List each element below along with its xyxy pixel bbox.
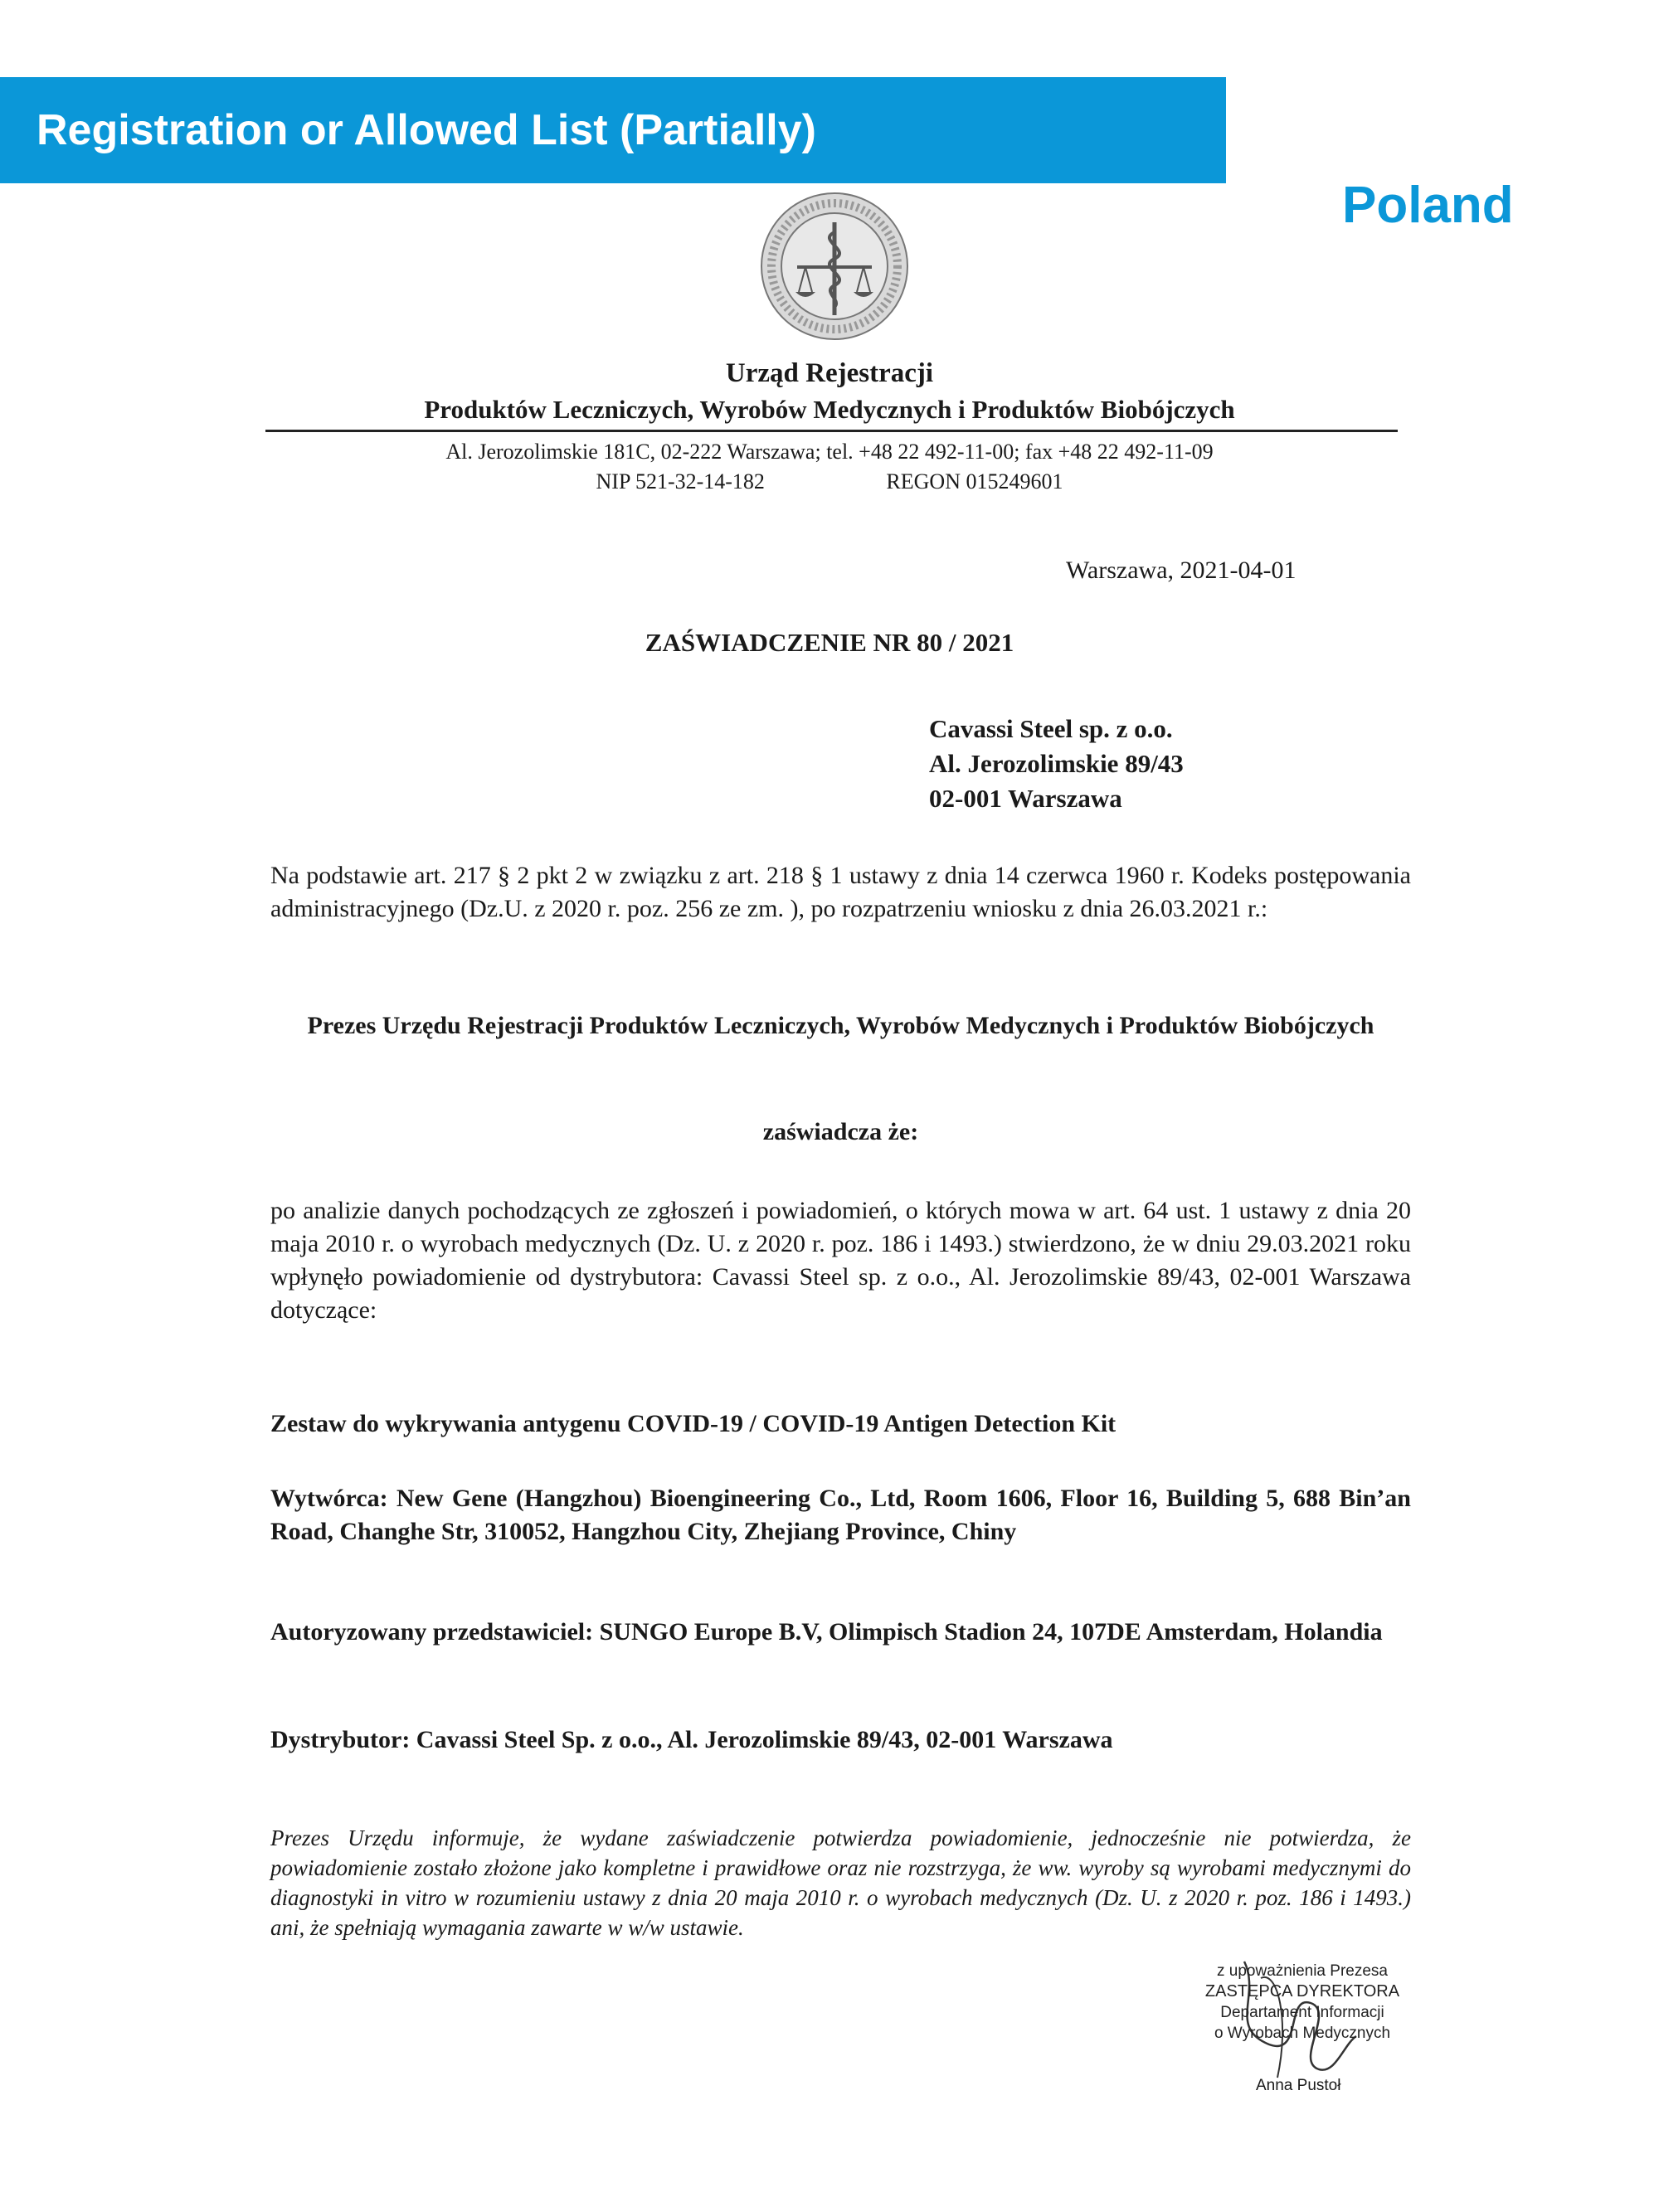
authorized-representative-info: Autoryzowany przedstawiciel: SUNGO Europe B.V, Olimpisch Stadion 24, 107DE Amsterdam, Holandia (270, 1618, 1383, 1646)
office-name-line1: Urząd Rejestracji (725, 358, 934, 388)
banner-label: Registration or Allowed List (Partially) (36, 106, 816, 154)
distributor-info: Dystrybutor: Cavassi Steel Sp. z o.o., Al. Jerozolimskie 89/43, 02-001 Warszawa (270, 1726, 1113, 1753)
stamp-line1: z upoważnienia Prezesa (1217, 1962, 1388, 1980)
header-divider (265, 430, 1398, 432)
caduceus-scales-seal-icon (759, 191, 910, 342)
certificate-number: ZAŚWIADCZENIE NR 80 / 2021 (645, 628, 1014, 657)
country-label: Poland (1342, 177, 1514, 234)
addressee-street: Al. Jerozolimskie 89/43 (929, 749, 1184, 778)
office-contact (249, 437, 1410, 497)
addressee-city: 02-001 Warszawa (929, 784, 1122, 813)
stamp-line2: ZASTĘPCA DYREKTORA (1204, 1982, 1400, 2001)
certifies-heading: zaświadcza że: (762, 1118, 919, 1145)
official-stamp (1194, 1961, 1410, 2044)
legal-basis-paragraph: Na podstawie art. 217 § 2 pkt 2 w związku z art. 218 § 1 ustawy z dnia 14 czerwca 1960 r. Kodeks postępowania administracyjnego (Dz.U. z 2020 r. poz. 256 ze zm. ), po rozpatrzeniu wniosku z dnia 26.03.2021 r.: (270, 862, 1411, 922)
signatory-name: Anna Pustoł (1256, 2077, 1341, 2094)
addressee-name: Cavassi Steel sp. z o.o. (929, 714, 1173, 743)
product-name: Zestaw do wykrywania antygenu COVID-19 / COVID-19 Antigen Detection Kit (270, 1410, 1117, 1437)
office-regon: REGON 015249601 (886, 469, 1063, 493)
findings-paragraph: po analizie danych pochodzących ze zgłoszeń i powiadomień, o których mowa w art. 64 ust. 1 ustawy z dnia 20 maja 2010 r. o wyrobach medycznych (Dz. U. z 2020 r. poz. 186 i 1493.) stwierdzono, że w dniu 29.03.2021 roku wpłynęło powiadomienie od dystrybutora: Cavassi Steel sp. z o.o., Al. Jerozolimskie 89/43, 02-001 Warszawa dotyczące: (270, 1197, 1411, 1324)
stamp-line4: o Wyrobach Medycznych (1214, 2025, 1391, 2042)
office-address: Al. Jerozolimskie 181C, 02-222 Warszawa; tel. +48 22 492-11-00; fax +48 22 492-11-09 (445, 440, 1214, 464)
stamp-line3: Departament Informacji (1220, 2004, 1384, 2021)
addressee-block (929, 712, 1184, 816)
document-date: Warszawa, 2021-04-01 (1066, 557, 1297, 584)
president-heading: Prezes Urzędu Rejestracji Produktów Leczniczych, Wyrobów Medycznych i Produktów Biobójczych (307, 1012, 1374, 1039)
office-name-line2: Produktów Leczniczych, Wyrobów Medycznych i Produktów Biobójczych (424, 395, 1235, 424)
disclaimer-note: Prezes Urzędu informuje, że wydane zaświadczenie potwierdza powiadomienie, jednocześnie nie potwierdza, że powiadomienie zostało złożone jako kompletne i prawidłowe oraz nie rozstrzyga, że ww. wyroby są wyrobami medycznymi do diagnostyki in vitro w rozumieniu ustawy z dnia 20 maja 2010 r. o wyrobach medycznych (Dz. U. z 2020 r. poz. 186 i 1493.) ani, że spełniają wymagania zawarte w w/w ustawie. (270, 1826, 1411, 1940)
office-nip: NIP 521-32-14-182 (596, 469, 765, 493)
document-category-banner (0, 77, 1226, 183)
manufacturer-info: Wytwórca: New Gene (Hangzhou) Bioengineering Co., Ltd, Room 1606, Floor 16, Building 5, 688 Bin’an Road, Changhe Str, 310052, Hangzhou City, Zhejiang Province, Chiny (270, 1485, 1411, 1545)
office-header (249, 355, 1410, 428)
